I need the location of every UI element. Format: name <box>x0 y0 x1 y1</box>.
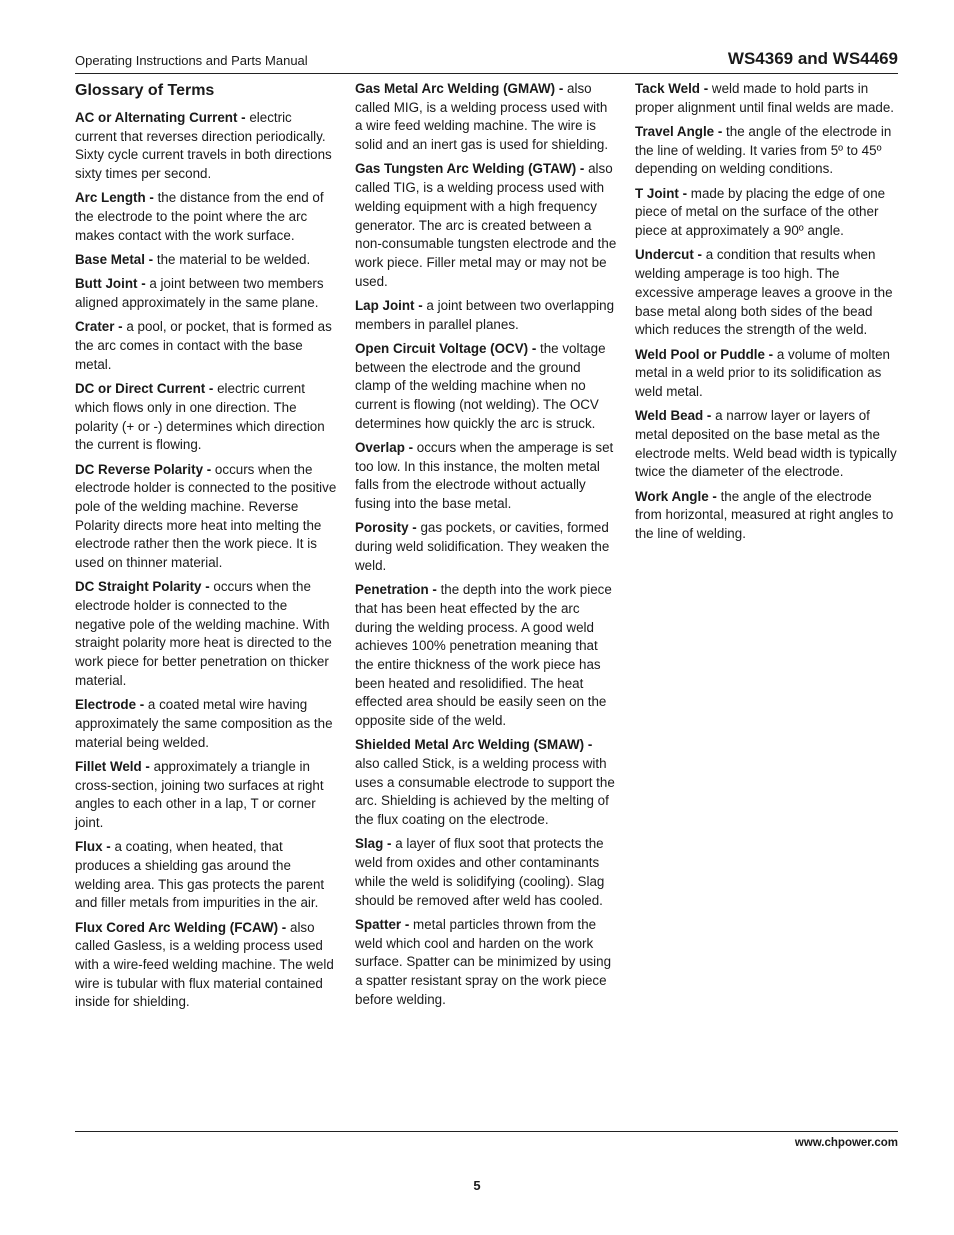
glossary-term: Spatter - <box>355 916 410 932</box>
glossary-term: Crater - <box>75 319 123 335</box>
glossary-entry <box>75 380 337 455</box>
glossary-definition: approximately a triangle in cross-section, joining two surfaces at right angles to each other in a lap, T or corner joint. <box>75 758 324 830</box>
glossary-entry <box>355 519 617 575</box>
glossary-definition: the angle of the electrode in the line of welding. It varies from 5º to 45º depending on welding conditions. <box>635 124 892 177</box>
glossary-term: DC Straight Polarity - <box>75 579 210 595</box>
glossary-entry <box>355 835 617 910</box>
glossary-term: Fillet Weld - <box>75 758 150 774</box>
glossary-term: Arc Length - <box>75 190 154 206</box>
glossary-entry <box>635 407 897 482</box>
glossary-term: Work Angle - <box>635 488 717 504</box>
glossary-term: Base Metal - <box>75 252 154 268</box>
glossary-term: Open Circuit Voltage (OCV) - <box>355 340 537 356</box>
glossary-entry <box>75 318 337 374</box>
glossary-entry <box>635 123 897 179</box>
glossary-column-2 <box>355 80 617 1015</box>
glossary-entry <box>635 80 897 117</box>
glossary-title: Glossary of Terms <box>75 82 215 99</box>
glossary-definition: a volume of molten metal in a weld prior to its solidification as weld metal. <box>635 346 890 399</box>
glossary-term: Butt Joint - <box>75 276 146 292</box>
glossary-definition: electric current which flows only in one direction. The polarity (+ or -) determines which direction the current is flowing. <box>75 381 325 453</box>
glossary-term: Gas Tungsten Arc Welding (GTAW) - <box>355 161 585 177</box>
glossary-term: Weld Pool or Puddle - <box>635 346 774 362</box>
glossary-entry <box>75 189 337 245</box>
glossary-definition: weld made to hold parts in proper alignment until final welds are made. <box>635 81 895 115</box>
glossary-term: Overlap - <box>355 440 414 456</box>
model-numbers: WS4369 and WS4469 <box>727 49 898 68</box>
glossary-definition: a coating, when heated, that produces a shielding gas around the welding area. This gas protects the parent and filler metals from impurities in the air. <box>75 839 325 911</box>
page-number: 5 <box>473 1178 481 1193</box>
glossary-definition: gas pockets, or cavities, formed during weld solidification. They weaken the weld. <box>355 520 610 573</box>
glossary-term: Travel Angle - <box>635 124 723 139</box>
glossary-definition: the distance from the end of the electrode to the point where the arc makes contact with the work surface. <box>75 190 324 243</box>
glossary-definition: electric current that reverses direction periodically. Sixty cycle current travels in both directions sixty times per second. <box>75 110 332 182</box>
glossary-term: Shielded Metal Arc Welding (SMAW) - <box>355 737 593 753</box>
glossary-entry <box>355 160 617 291</box>
glossary-entry <box>75 578 337 690</box>
glossary-column-1 <box>75 80 337 1018</box>
glossary-definition: also called Stick, is a welding process with uses a consumable electrode to support the arc. Shielding is achieved by the melting of the flux coating on the electrode. <box>355 756 615 828</box>
glossary-entry <box>75 251 337 270</box>
glossary-entry <box>355 736 617 830</box>
glossary-term: Penetration - <box>355 582 437 598</box>
glossary-definition: also called Gasless, is a welding process used with a wire-feed welding machine. The weld wire is tubular with flux material contained inside for shielding. <box>75 919 334 1010</box>
glossary-definition: a joint between two overlapping members in parallel planes. <box>355 297 615 332</box>
glossary-definition: a condition that results when welding amperage is too high. The excessive amperage leaves a groove in the base metal along both sides of the bead which reduces the strength of the weld. <box>635 247 893 338</box>
glossary-definition: occurs when the amperage is set too low. In this instance, the molten metal falls from the electrode without actually fusing into the base metal. <box>355 440 614 512</box>
glossary-entry <box>75 275 337 312</box>
page-header <box>75 48 898 74</box>
glossary-entry <box>355 340 617 434</box>
glossary-term: DC or Direct Current - <box>75 381 214 397</box>
glossary-term: DC Reverse Polarity - <box>75 461 212 477</box>
glossary-definition: metal particles thrown from the weld which cool and harden on the work surface. Spatter can be minimized by using a spatter resistant spray on the work piece before welding. <box>355 916 612 1007</box>
glossary-entry <box>75 758 337 833</box>
glossary-term: Gas Metal Arc Welding (GMAW) - <box>355 81 564 96</box>
glossary-term: Electrode - <box>75 697 145 713</box>
glossary-entry <box>75 696 337 752</box>
glossary-term: Undercut - <box>635 247 702 263</box>
glossary-entry <box>75 109 337 184</box>
glossary-term: T Joint - <box>635 185 688 201</box>
glossary-definition: a joint between two members aligned approximately in the same plane. <box>75 276 324 311</box>
manual-title: Operating Instructions and Parts Manual <box>75 53 308 68</box>
glossary-entry <box>355 581 617 731</box>
glossary-entry <box>635 185 897 241</box>
glossary-definition: made by placing the edge of one piece of metal on the surface of the other piece at approximately a 90º angle. <box>635 185 886 239</box>
glossary-term: Lap Joint - <box>355 297 423 313</box>
glossary-definition: a layer of flux soot that protects the weld from oxides and other contaminants while the weld is solidifying (cooling). Slag should be removed after weld has cooled. <box>355 836 605 908</box>
glossary-definition: the voltage between the electrode and the ground clamp of the welding machine when no current is flowing (not welding). The OCV determines how quickly the arc is struck. <box>355 340 606 431</box>
header-divider <box>75 73 898 74</box>
glossary-definition: a coated metal wire having approximately the same composition as the material being welded. <box>75 697 333 750</box>
glossary-entry <box>75 461 337 573</box>
website-link[interactable]: www.chpower.com <box>794 1137 898 1149</box>
glossary-entry <box>355 297 617 334</box>
glossary-entry <box>355 80 617 155</box>
glossary-column-3 <box>635 80 897 549</box>
glossary-entry <box>355 916 617 1010</box>
glossary-definition: also called TIG, is a welding process used with welding equipment with a high frequency generator. The arc is created between a non-consumable tungsten electrode and the work piece. Filler metal may or may not be used. <box>355 161 617 289</box>
glossary-term: Weld Bead - <box>635 408 712 424</box>
glossary-term: Flux - <box>75 839 111 855</box>
glossary-entry <box>635 346 897 402</box>
glossary-definition: a pool, or pocket, that is formed as the arc comes in contact with the base metal. <box>75 319 332 372</box>
glossary-entry <box>635 246 897 340</box>
glossary-entry <box>75 838 337 913</box>
glossary-entry <box>355 439 617 514</box>
glossary-term: Flux Cored Arc Welding (FCAW) - <box>75 919 287 935</box>
glossary-definition: occurs when the electrode holder is connected to the negative pole of the welding machine. With straight polarity more heat is directed to the work piece for better penetration on thicker material. <box>75 579 332 688</box>
glossary-definition: the angle of the electrode from horizontal, measured at right angles to the line of welding. <box>635 488 894 542</box>
glossary-definition: the material to be welded. <box>153 252 311 268</box>
glossary-definition: the depth into the work piece that has been heat effected by the arc during the welding process. A good weld achieves 100% penetration meaning that the entire thickness of the work piece has been heated and resolidified. The heat effected area should be easily seen on the opposite side of the weld. <box>355 582 612 729</box>
glossary-entry <box>75 919 337 1013</box>
glossary-term: AC or Alternating Current - <box>75 110 246 125</box>
glossary-term: Porosity - <box>355 520 417 536</box>
glossary-definition: also called MIG, is a welding process used with a wire feed welding machine. The wire is solid and an inert gas is used for shielding. <box>355 81 609 153</box>
glossary-definition: occurs when the electrode holder is connected to the positive pole of the welding machine. Reverse Polarity directs more heat into melting the electrode rather then the work piece. It is used on thinner material. <box>75 461 337 571</box>
glossary-entry <box>635 488 897 544</box>
glossary-term: Slag - <box>355 836 392 852</box>
footer-divider <box>75 1131 898 1132</box>
glossary-definition: a narrow layer or layers of metal deposited on the base metal as the electrode melts. Weld bead width is typically twice the diameter of the electrode. <box>635 408 897 480</box>
glossary-term: Tack Weld - <box>635 81 709 96</box>
